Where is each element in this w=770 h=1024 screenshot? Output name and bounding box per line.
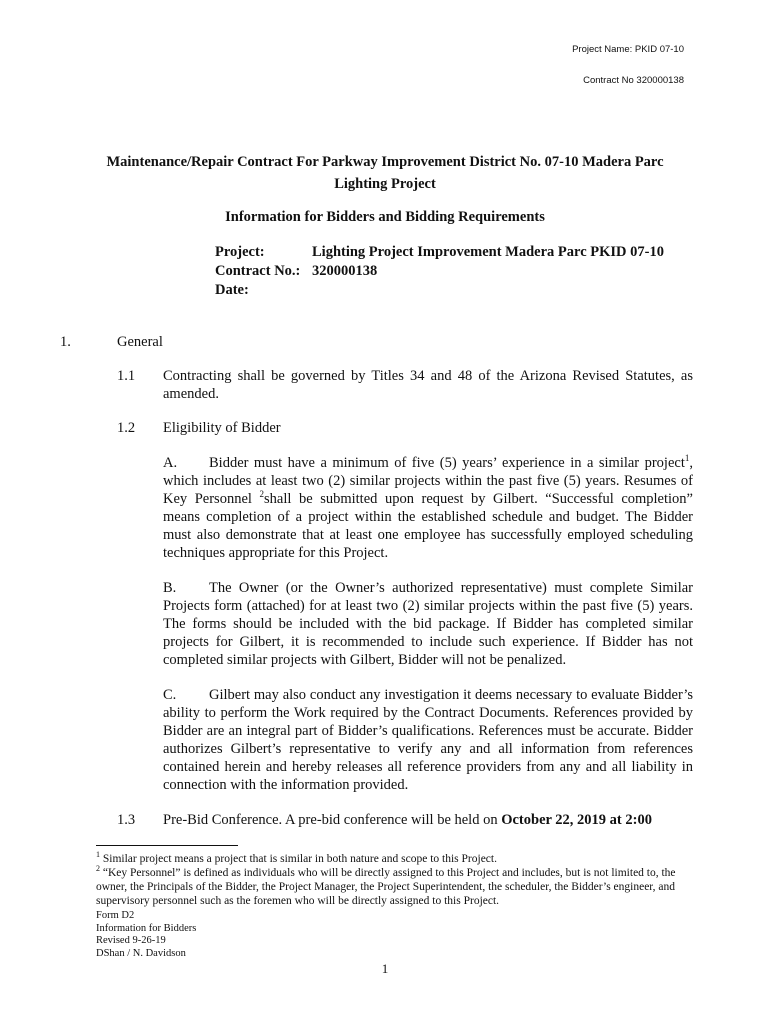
footnote-1-text: Similar project means a project that is similar in both nature and scope to this Project. <box>100 853 497 865</box>
section-title: General <box>117 334 163 350</box>
footnote-2-text: “Key Personnel” is defined as individuals who will be directly assigned to this Project and includes, but is not limited to, the owner, the Principals of the Bidder, the Project Manager, the Project Superintendent, the scheduler, the Bidder’s engineer, and supervisory personnel such as the foremen who will be directly assigned to this Project. <box>96 867 676 907</box>
subsection-1-3-text <box>163 811 693 829</box>
paragraph-b-label: B. <box>163 580 177 596</box>
footnote-1 <box>96 852 696 866</box>
footnote-2-mark: 2 <box>96 864 100 874</box>
footnote-ref-2: 2 <box>259 489 264 500</box>
document-subtitle: Information for Bidders and Bidding Requirements <box>225 209 545 225</box>
form-code: Form D2 <box>96 910 135 921</box>
project-label: Project: <box>215 244 265 260</box>
subsection-1-3-date: October 22, 2019 at 2:00 <box>501 812 652 828</box>
paragraph-a-text-2: , which includes at least two (2) similar projects within the past five (5) years. Resumes of Key Personnel <box>163 455 693 507</box>
contract-value: 320000138 <box>312 263 378 279</box>
header-contract-no: Contract No 320000138 <box>583 75 684 86</box>
paragraph-a-text-3: shall be submitted upon request by Gilbert. “Successful completion” means completion of a project within the established schedule and budget. The Bidder must also demonstrate that at least one employee has successfully employed scheduling techniques appropriate for this Project. <box>163 491 693 561</box>
subsection-1-2-title: Eligibility of Bidder <box>163 420 281 436</box>
title-line-2: Lighting Project <box>334 176 436 192</box>
paragraph-c-text: Gilbert may also conduct any investigation it deems necessary to evaluate Bidder’s ability to perform the Work required by the Contract Documents. References provided by Bidder are an integral part of Bidder’s qualifications. References must be accurate. Bidder authorizes Gilbert’s representative to verify any and all information from references contained herein and hereby releases all reference providers from any and all liability in connection with the information provided. <box>163 687 693 793</box>
form-authors: DShan / N. Davidson <box>96 947 186 959</box>
subsection-1-3-plain: Pre-Bid Conference. A pre-bid conference will be held on <box>163 812 502 828</box>
document-title <box>60 151 710 195</box>
project-value: Lighting Project Improvement Madera Parc PKID 07-10 <box>312 244 664 260</box>
form-revised: Revised 9-26-19 <box>96 935 166 946</box>
paragraph-a-label: A. <box>163 455 178 471</box>
subsection-1-1-text: Contracting shall be governed by Titles 34 and 48 of the Arizona Revised Statutes, as amended. <box>163 368 693 402</box>
footnote-1-mark: 1 <box>96 850 100 860</box>
date-label: Date: <box>215 282 249 298</box>
paragraph-b <box>163 579 693 669</box>
paragraph-b-text: The Owner (or the Owner’s authorized representative) must complete Similar Projects form (attached) for at least two (2) similar projects within the past five (5) years. The forms should be included with the bid package. If Bidder has completed similar projects for Gilbert, it is recommended to include such experience. If Bidder has not completed similar projects with Gilbert, Bidder will not be penalized. <box>163 580 693 668</box>
footnote-ref-1: 1 <box>684 453 690 464</box>
paragraph-a-text-1: Bidder must have a minimum of five (5) years’ experience in a similar project <box>209 455 685 471</box>
section-number: 1. <box>60 334 71 350</box>
header-project-name: Project Name: PKID 07-10 <box>572 44 684 55</box>
title-line-1: Maintenance/Repair Contract For Parkway Improvement District No. 07-10 Madera Parc <box>106 154 664 170</box>
paragraph-a <box>163 454 693 562</box>
form-meta <box>96 910 196 960</box>
page-number: 1 <box>381 961 389 976</box>
footnote-2 <box>96 866 696 908</box>
footnote-separator <box>96 845 238 846</box>
contract-label: Contract No.: <box>215 263 301 279</box>
form-name: Information for Bidders <box>96 922 197 934</box>
paragraph-c <box>163 686 693 794</box>
subsection-1-1-number: 1.1 <box>117 368 136 384</box>
project-info <box>215 243 664 300</box>
subsection-1-2-number: 1.2 <box>117 420 136 436</box>
paragraph-c-label: C. <box>163 687 177 703</box>
subsection-1-3-number: 1.3 <box>117 812 136 828</box>
